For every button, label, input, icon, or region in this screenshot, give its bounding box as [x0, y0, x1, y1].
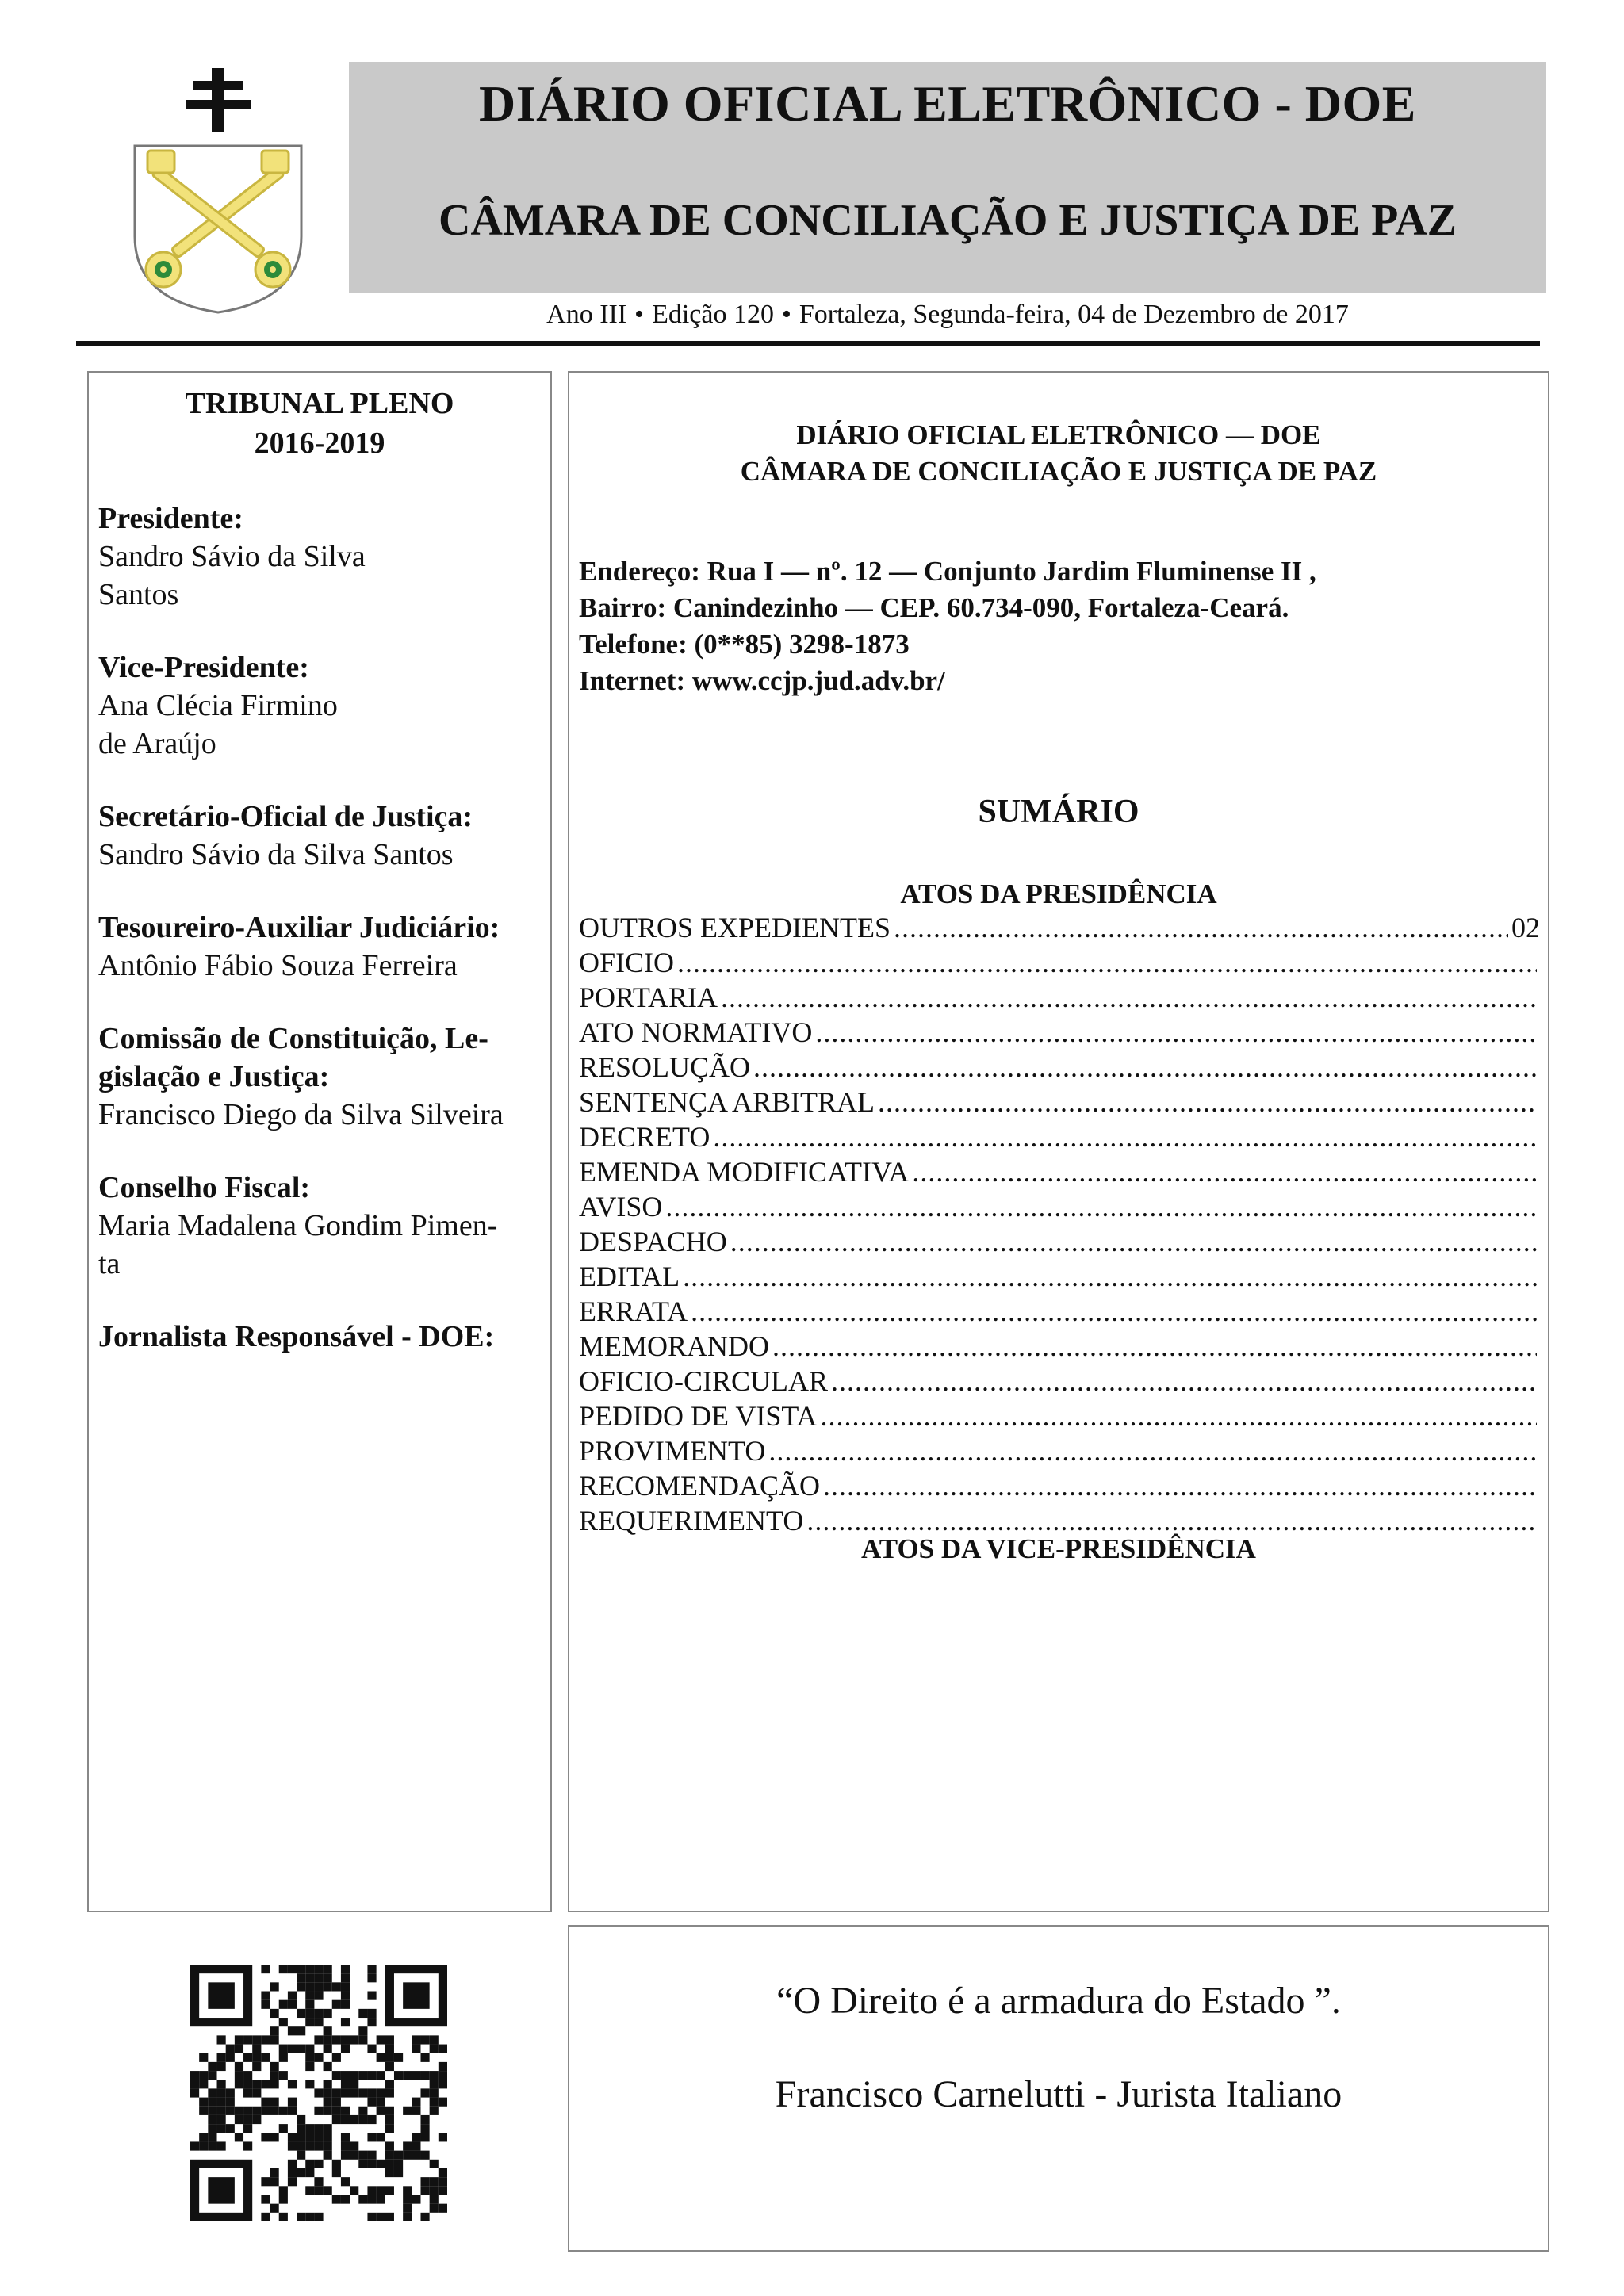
summary-item[interactable] [579, 1399, 1540, 1433]
summary-item-label: OUTROS EXPEDIENTES [579, 912, 891, 943]
summary-item-label: RESOLUÇÃO [579, 1051, 751, 1083]
info-header [569, 417, 1548, 490]
summary-item[interactable] [579, 910, 1540, 945]
summary-item[interactable] [579, 980, 1540, 1015]
summary-item-label: OFICIO-CIRCULAR [579, 1365, 829, 1397]
summary-item-leader [815, 1015, 1537, 1050]
summary-list [579, 910, 1540, 1538]
summary-item[interactable] [579, 1224, 1540, 1259]
summary-item[interactable] [579, 1119, 1540, 1154]
summary-item-leader [894, 910, 1508, 945]
summary-item-label: ERRATA [579, 1295, 688, 1327]
board-role: Secretário-Oficial de Justiça: [98, 800, 473, 833]
info-title: DIÁRIO OFICIAL ELETRÔNICO — DOE [796, 419, 1321, 450]
contact-block [579, 553, 1316, 699]
summary-item-label: EMENDA MODIFICATIVA [579, 1156, 910, 1188]
summary-section-vice-presidencia: ATOS DA VICE-PRESIDÊNCIA [861, 1533, 1256, 1564]
summary-item-leader [912, 1154, 1537, 1189]
summary-item[interactable] [579, 1364, 1540, 1399]
summary-item-label: PEDIDO DE VISTA [579, 1400, 818, 1432]
summary-item-leader [683, 1259, 1537, 1294]
board-member-name: Sandro Sávio da Silva [98, 540, 366, 573]
board-member-name: Antônio Fábio Souza Ferreira [98, 949, 458, 982]
info-subtitle: CÂMARA DE CONCILIAÇÃO E JUSTIÇA DE PAZ [740, 456, 1377, 487]
board-member-name: ta [98, 1247, 121, 1280]
summary-item-leader [772, 1329, 1537, 1364]
summary-item-label: PORTARIA [579, 982, 718, 1013]
board-member-name: Maria Madalena Gondim Pimen- [98, 1209, 498, 1242]
qr-code[interactable] [190, 1965, 447, 2221]
summary-item[interactable] [579, 1050, 1540, 1085]
quote-text: “O Direito é a armadura do Estado ”. [776, 1980, 1341, 2022]
summary-item-leader [691, 1294, 1537, 1329]
summary-item[interactable] [579, 1433, 1540, 1468]
masthead-subtitle: CÂMARA DE CONCILIAÇÃO E JUSTIÇA DE PAZ [439, 196, 1457, 245]
summary-item[interactable] [579, 1015, 1540, 1050]
summary-item-leader [831, 1364, 1537, 1399]
summary-item-leader [768, 1433, 1537, 1468]
summary-item-label: PROVIMENTO [579, 1435, 766, 1467]
summary-item-label: MEMORANDO [579, 1330, 770, 1362]
summary-item-leader [713, 1119, 1537, 1154]
summary-item-leader [878, 1085, 1537, 1119]
board-title: TRIBUNAL PLENO [185, 387, 454, 420]
summary-item-page: 02 [1511, 912, 1540, 943]
summary-item-label: REQUERIMENTO [579, 1505, 804, 1536]
quote-panel [568, 1925, 1549, 2252]
internet-link[interactable]: Internet: www.ccjp.jud.adv.br/ [579, 665, 945, 696]
board-role: gislação e Justiça: [98, 1060, 330, 1093]
quote-author: Francisco Carnelutti - Jurista Italiano [775, 2073, 1342, 2115]
board-period: 2016-2019 [254, 427, 385, 460]
summary-item-leader [721, 980, 1537, 1015]
summary-item-label: OFICIO [579, 947, 675, 978]
summary-item[interactable] [579, 1468, 1540, 1503]
summary-item-leader [753, 1050, 1537, 1085]
summary-item-label: DECRETO [579, 1121, 710, 1153]
board-member-name: de Araújo [98, 727, 216, 760]
masthead-banner [349, 62, 1546, 293]
summary-section-presidencia: ATOS DA PRESIDÊNCIA [900, 878, 1217, 909]
board-members [98, 499, 541, 1356]
board-member-name: Francisco Diego da Silva Silveira [98, 1098, 504, 1131]
summary-item[interactable] [579, 1294, 1540, 1329]
summary-item[interactable] [579, 1189, 1540, 1224]
masthead-title: DIÁRIO OFICIAL ELETRÔNICO - DOE [479, 75, 1416, 132]
info-panel [568, 371, 1549, 1912]
summary-item-leader [677, 945, 1537, 980]
summary-item-leader [823, 1468, 1537, 1503]
summary-item[interactable] [579, 945, 1540, 980]
summary-item-label: RECOMENDAÇÃO [579, 1470, 821, 1502]
edition-date: Fortaleza, Segunda-feira, 04 de Dezembro de 2017 [799, 300, 1349, 329]
board-role: Comissão de Constituição, Le- [98, 1022, 488, 1055]
district-line: Bairro: Canindezinho — CEP. 60.734-090, Fortaleza-Ceará. [579, 592, 1289, 623]
edition-number: Edição 120 [652, 300, 774, 329]
summary-item-label: SENTENÇA ARBITRAL [579, 1086, 875, 1118]
address-line: Endereço: Rua I — nº. 12 — Conjunto Jardim Fluminense II , [579, 556, 1316, 587]
summary-item-label: EDITAL [579, 1261, 680, 1292]
board-panel [87, 371, 552, 1912]
header-divider [76, 341, 1540, 346]
summary-title: SUMÁRIO [978, 794, 1139, 830]
board-role: Conselho Fiscal: [98, 1171, 311, 1204]
board-role: Vice-Presidente: [98, 651, 309, 684]
summary-item[interactable] [579, 1259, 1540, 1294]
board-member-name: Santos [98, 578, 179, 611]
summary-item[interactable] [579, 1085, 1540, 1119]
summary-item-label: DESPACHO [579, 1226, 727, 1257]
summary-item-label: ATO NORMATIVO [579, 1016, 813, 1048]
board-role: Tesoureiro-Auxiliar Judiciário: [98, 911, 500, 944]
edition-line: Ano III • Edição 120 • Fortaleza, Segunda-feira, 04 de Dezembro de 2017 [546, 300, 1349, 329]
coat-of-arms-logo [127, 62, 309, 316]
summary-item-leader [730, 1224, 1537, 1259]
summary-item[interactable] [579, 1154, 1540, 1189]
board-role: Jornalista Responsável - DOE: [98, 1320, 495, 1353]
summary-item-leader [665, 1189, 1537, 1224]
summary-item[interactable] [579, 1329, 1540, 1364]
board-member-name: Ana Clécia Firmino [98, 689, 338, 722]
board-role: Presidente: [98, 502, 243, 535]
board-member-name: Sandro Sávio da Silva Santos [98, 838, 454, 871]
summary-item-label: AVISO [579, 1191, 663, 1223]
phone-line: Telefone: (0**85) 3298-1873 [579, 629, 910, 660]
summary-item-leader [820, 1399, 1537, 1433]
edition-year: Ano III [546, 300, 627, 329]
